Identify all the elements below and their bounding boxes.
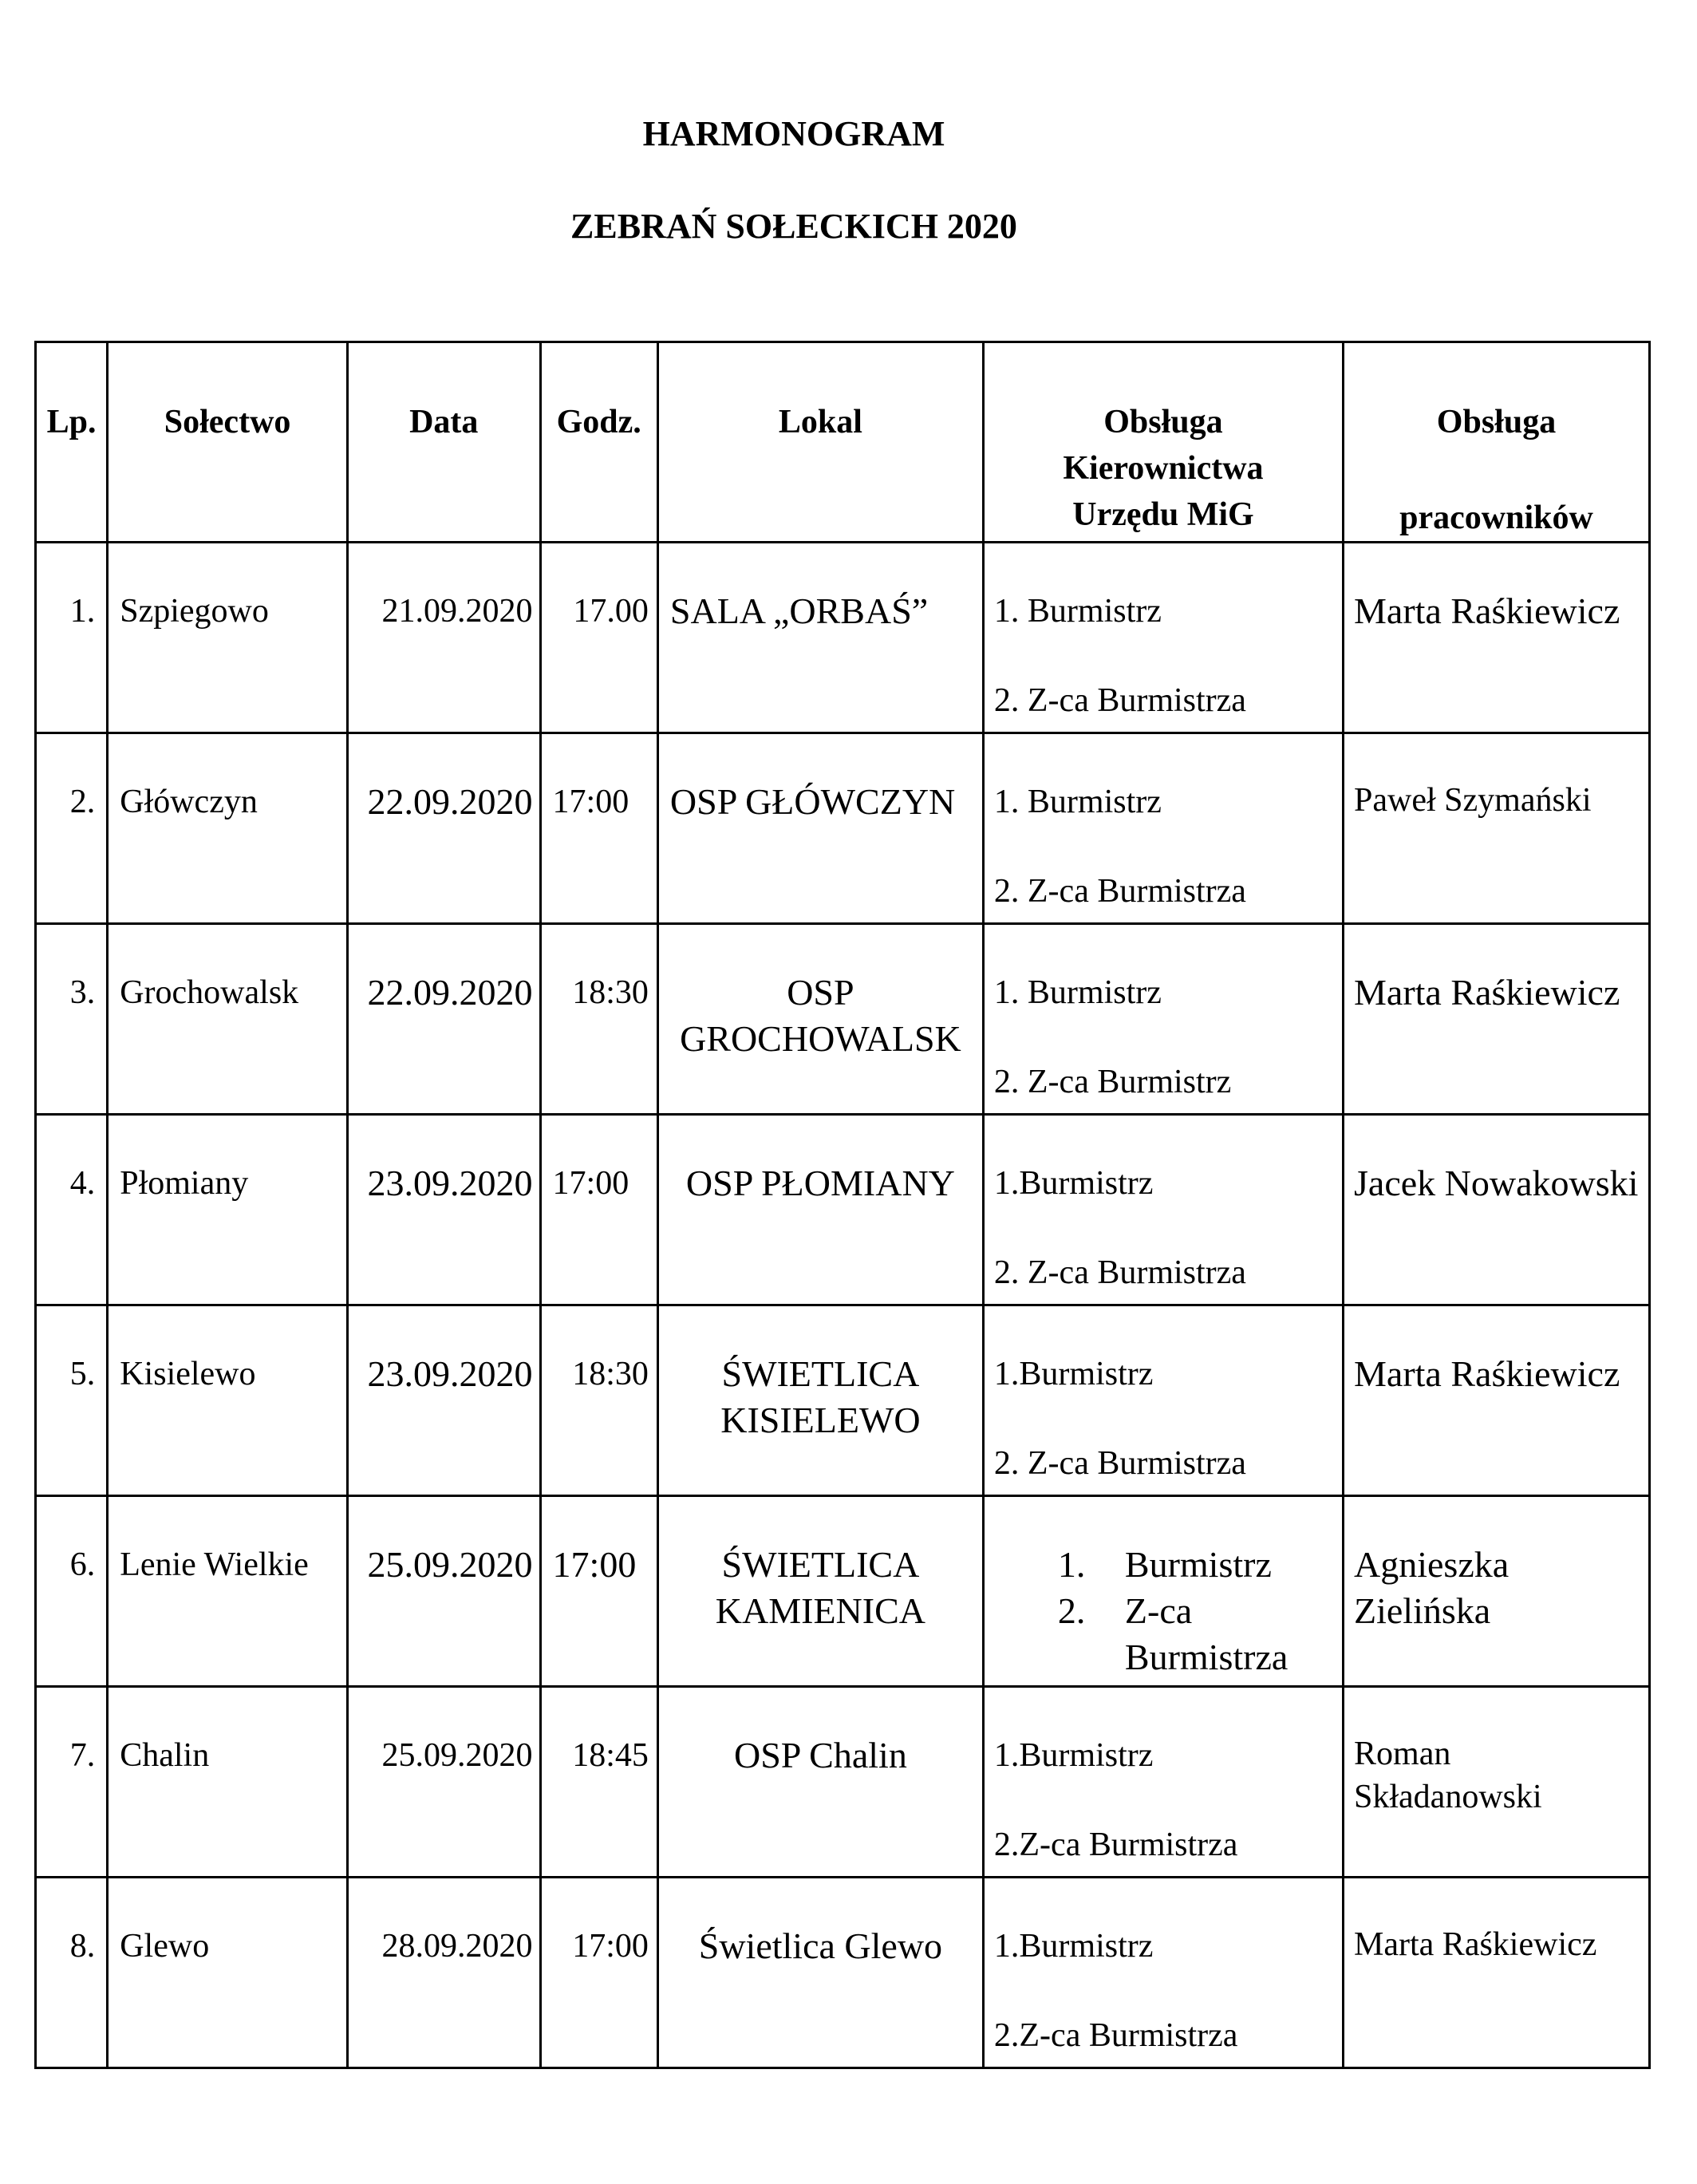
cell-godz: 17.00 xyxy=(540,543,657,733)
cell-godz: 18:30 xyxy=(540,1305,657,1496)
cell-solectwo: Szpiegowo xyxy=(108,543,348,733)
staff-line-2: 2. Z-ca Burmistrza xyxy=(993,1445,1246,1482)
cell-godz: 17:00 xyxy=(540,1115,657,1305)
cell-lokal: OSP GROCHOWALSK xyxy=(657,924,983,1115)
cell-lp: 4. xyxy=(36,1115,108,1305)
staff-list xyxy=(994,1542,1337,1680)
header-row xyxy=(36,342,1650,543)
cell-solectwo: Płomiany xyxy=(108,1115,348,1305)
staff-line-2: 2. Z-ca Burmistrza xyxy=(993,873,1246,910)
cell-solectwo: Grochowalsk xyxy=(108,924,348,1115)
cell-godz: 17:00 xyxy=(540,1878,657,2068)
table-row xyxy=(36,1878,1650,2068)
cell-pracownik: Marta Raśkiewicz xyxy=(1344,1878,1650,2068)
cell-obsluga-kierownictwa xyxy=(983,924,1343,1115)
header-obsluga-kier-line1: Obsługa xyxy=(1103,404,1223,440)
cell-pracownik: Marta Raśkiewicz xyxy=(1344,924,1650,1115)
cell-pracownik: Marta Raśkiewicz xyxy=(1344,543,1650,733)
cell-godz: 18:45 xyxy=(540,1687,657,1878)
staff-line-2: 2. Z-ca Burmistrza xyxy=(993,682,1246,719)
cell-data: 23.09.2020 xyxy=(347,1305,540,1496)
schedule-table xyxy=(34,341,1651,2069)
staff-line-1: 1.Burmistrz xyxy=(993,1737,1154,1774)
staff-line-2: 2. Z-ca Burmistrza xyxy=(993,1254,1246,1291)
staff-line-2: 2.Z-ca Burmistrza xyxy=(993,2017,1238,2054)
table-row xyxy=(36,543,1650,733)
cell-data: 25.09.2020 xyxy=(347,1687,540,1878)
table-row xyxy=(36,924,1650,1115)
cell-solectwo: Główczyn xyxy=(108,733,348,924)
header-obsluga-kier-line2: Kierownictwa xyxy=(1063,450,1264,487)
cell-lokal: ŚWIETLICA KISIELEWO xyxy=(657,1305,983,1496)
header-obsluga-prac-line2: pracowników xyxy=(1399,500,1593,536)
cell-pracownik: Roman Składanowski xyxy=(1344,1687,1650,1878)
cell-obsluga-kierownictwa xyxy=(983,733,1343,924)
staff-line-1: 1. Burmistrz xyxy=(993,974,1162,1011)
document-title: HARMONOGRAM xyxy=(642,114,945,153)
staff-line-1: 1.Burmistrz xyxy=(993,1356,1154,1392)
cell-pracownik: Marta Raśkiewicz xyxy=(1344,1305,1650,1496)
cell-obsluga-kierownictwa xyxy=(983,1878,1343,2068)
cell-obsluga-kierownictwa xyxy=(983,1687,1343,1878)
cell-lokal: OSP PŁOMIANY xyxy=(657,1115,983,1305)
cell-lp: 6. xyxy=(36,1496,108,1687)
cell-data: 23.09.2020 xyxy=(347,1115,540,1305)
cell-lp: 5. xyxy=(36,1305,108,1496)
header-obsluga-prac-line1: Obsługa xyxy=(1436,404,1557,440)
header-lp: Lp. xyxy=(36,342,108,543)
header-godz: Godz. xyxy=(540,342,657,543)
header-obsluga-kierownictwa xyxy=(983,342,1343,543)
cell-lokal: SALA „ORBAŚ” xyxy=(657,543,983,733)
cell-solectwo: Kisielewo xyxy=(108,1305,348,1496)
cell-lokal: OSP GŁÓWCZYN xyxy=(657,733,983,924)
staff-line-1: 1. Burmistrz xyxy=(993,784,1162,820)
header-lokal: Lokal xyxy=(657,342,983,543)
cell-lp: 1. xyxy=(36,543,108,733)
staff-line-1: 1. Burmistrz xyxy=(993,593,1162,630)
cell-lp: 8. xyxy=(36,1878,108,2068)
cell-solectwo: Glewo xyxy=(108,1878,348,2068)
cell-data: 25.09.2020 xyxy=(347,1496,540,1687)
cell-data: 22.09.2020 xyxy=(347,924,540,1115)
staff-line-2: 2. Z-ca Burmistrz xyxy=(993,1064,1232,1100)
cell-lokal: Świetlica Glewo xyxy=(657,1878,983,2068)
cell-lp: 3. xyxy=(36,924,108,1115)
cell-godz: 17:00 xyxy=(540,733,657,924)
staff-line-2: 2.Z-ca Burmistrza xyxy=(993,1827,1238,1863)
header-obsluga-pracownikow xyxy=(1344,342,1650,543)
cell-godz: 17:00 xyxy=(540,1496,657,1687)
staff-list-item: 1. Burmistrz xyxy=(1057,1544,1272,1585)
cell-lp: 2. xyxy=(36,733,108,924)
staff-list-item: 2. Z-ca Burmistrza xyxy=(1057,1590,1289,1677)
cell-obsluga-kierownictwa xyxy=(983,1115,1343,1305)
document-subtitle: ZEBRAŃ SOŁECKICH 2020 xyxy=(570,207,1017,246)
header-data: Data xyxy=(347,342,540,543)
header-obsluga-kier-line3: Urzędu MiG xyxy=(1072,496,1254,533)
cell-data: 22.09.2020 xyxy=(347,733,540,924)
cell-pracownik: Jacek Nowakowski xyxy=(1344,1115,1650,1305)
cell-godz: 18:30 xyxy=(540,924,657,1115)
table-row xyxy=(36,1115,1650,1305)
cell-obsluga-kierownictwa xyxy=(983,1496,1343,1687)
cell-solectwo: Lenie Wielkie xyxy=(108,1496,348,1687)
staff-line-1: 1.Burmistrz xyxy=(993,1165,1154,1202)
cell-lokal: OSP Chalin xyxy=(657,1687,983,1878)
staff-line-1: 1.Burmistrz xyxy=(993,1928,1154,1965)
table-row xyxy=(36,733,1650,924)
table-row xyxy=(36,1305,1650,1496)
cell-pracownik: Agnieszka Zielińska xyxy=(1344,1496,1650,1687)
cell-data: 28.09.2020 xyxy=(347,1878,540,2068)
header-solectwo: Sołectwo xyxy=(108,342,348,543)
cell-data: 21.09.2020 xyxy=(347,543,540,733)
cell-pracownik: Paweł Szymański xyxy=(1344,733,1650,924)
cell-lp: 7. xyxy=(36,1687,108,1878)
cell-solectwo: Chalin xyxy=(108,1687,348,1878)
cell-obsluga-kierownictwa xyxy=(983,1305,1343,1496)
table-row xyxy=(36,1687,1650,1878)
cell-lokal: ŚWIETLICA KAMIENICA xyxy=(657,1496,983,1687)
cell-obsluga-kierownictwa xyxy=(983,543,1343,733)
table-row xyxy=(36,1496,1650,1687)
